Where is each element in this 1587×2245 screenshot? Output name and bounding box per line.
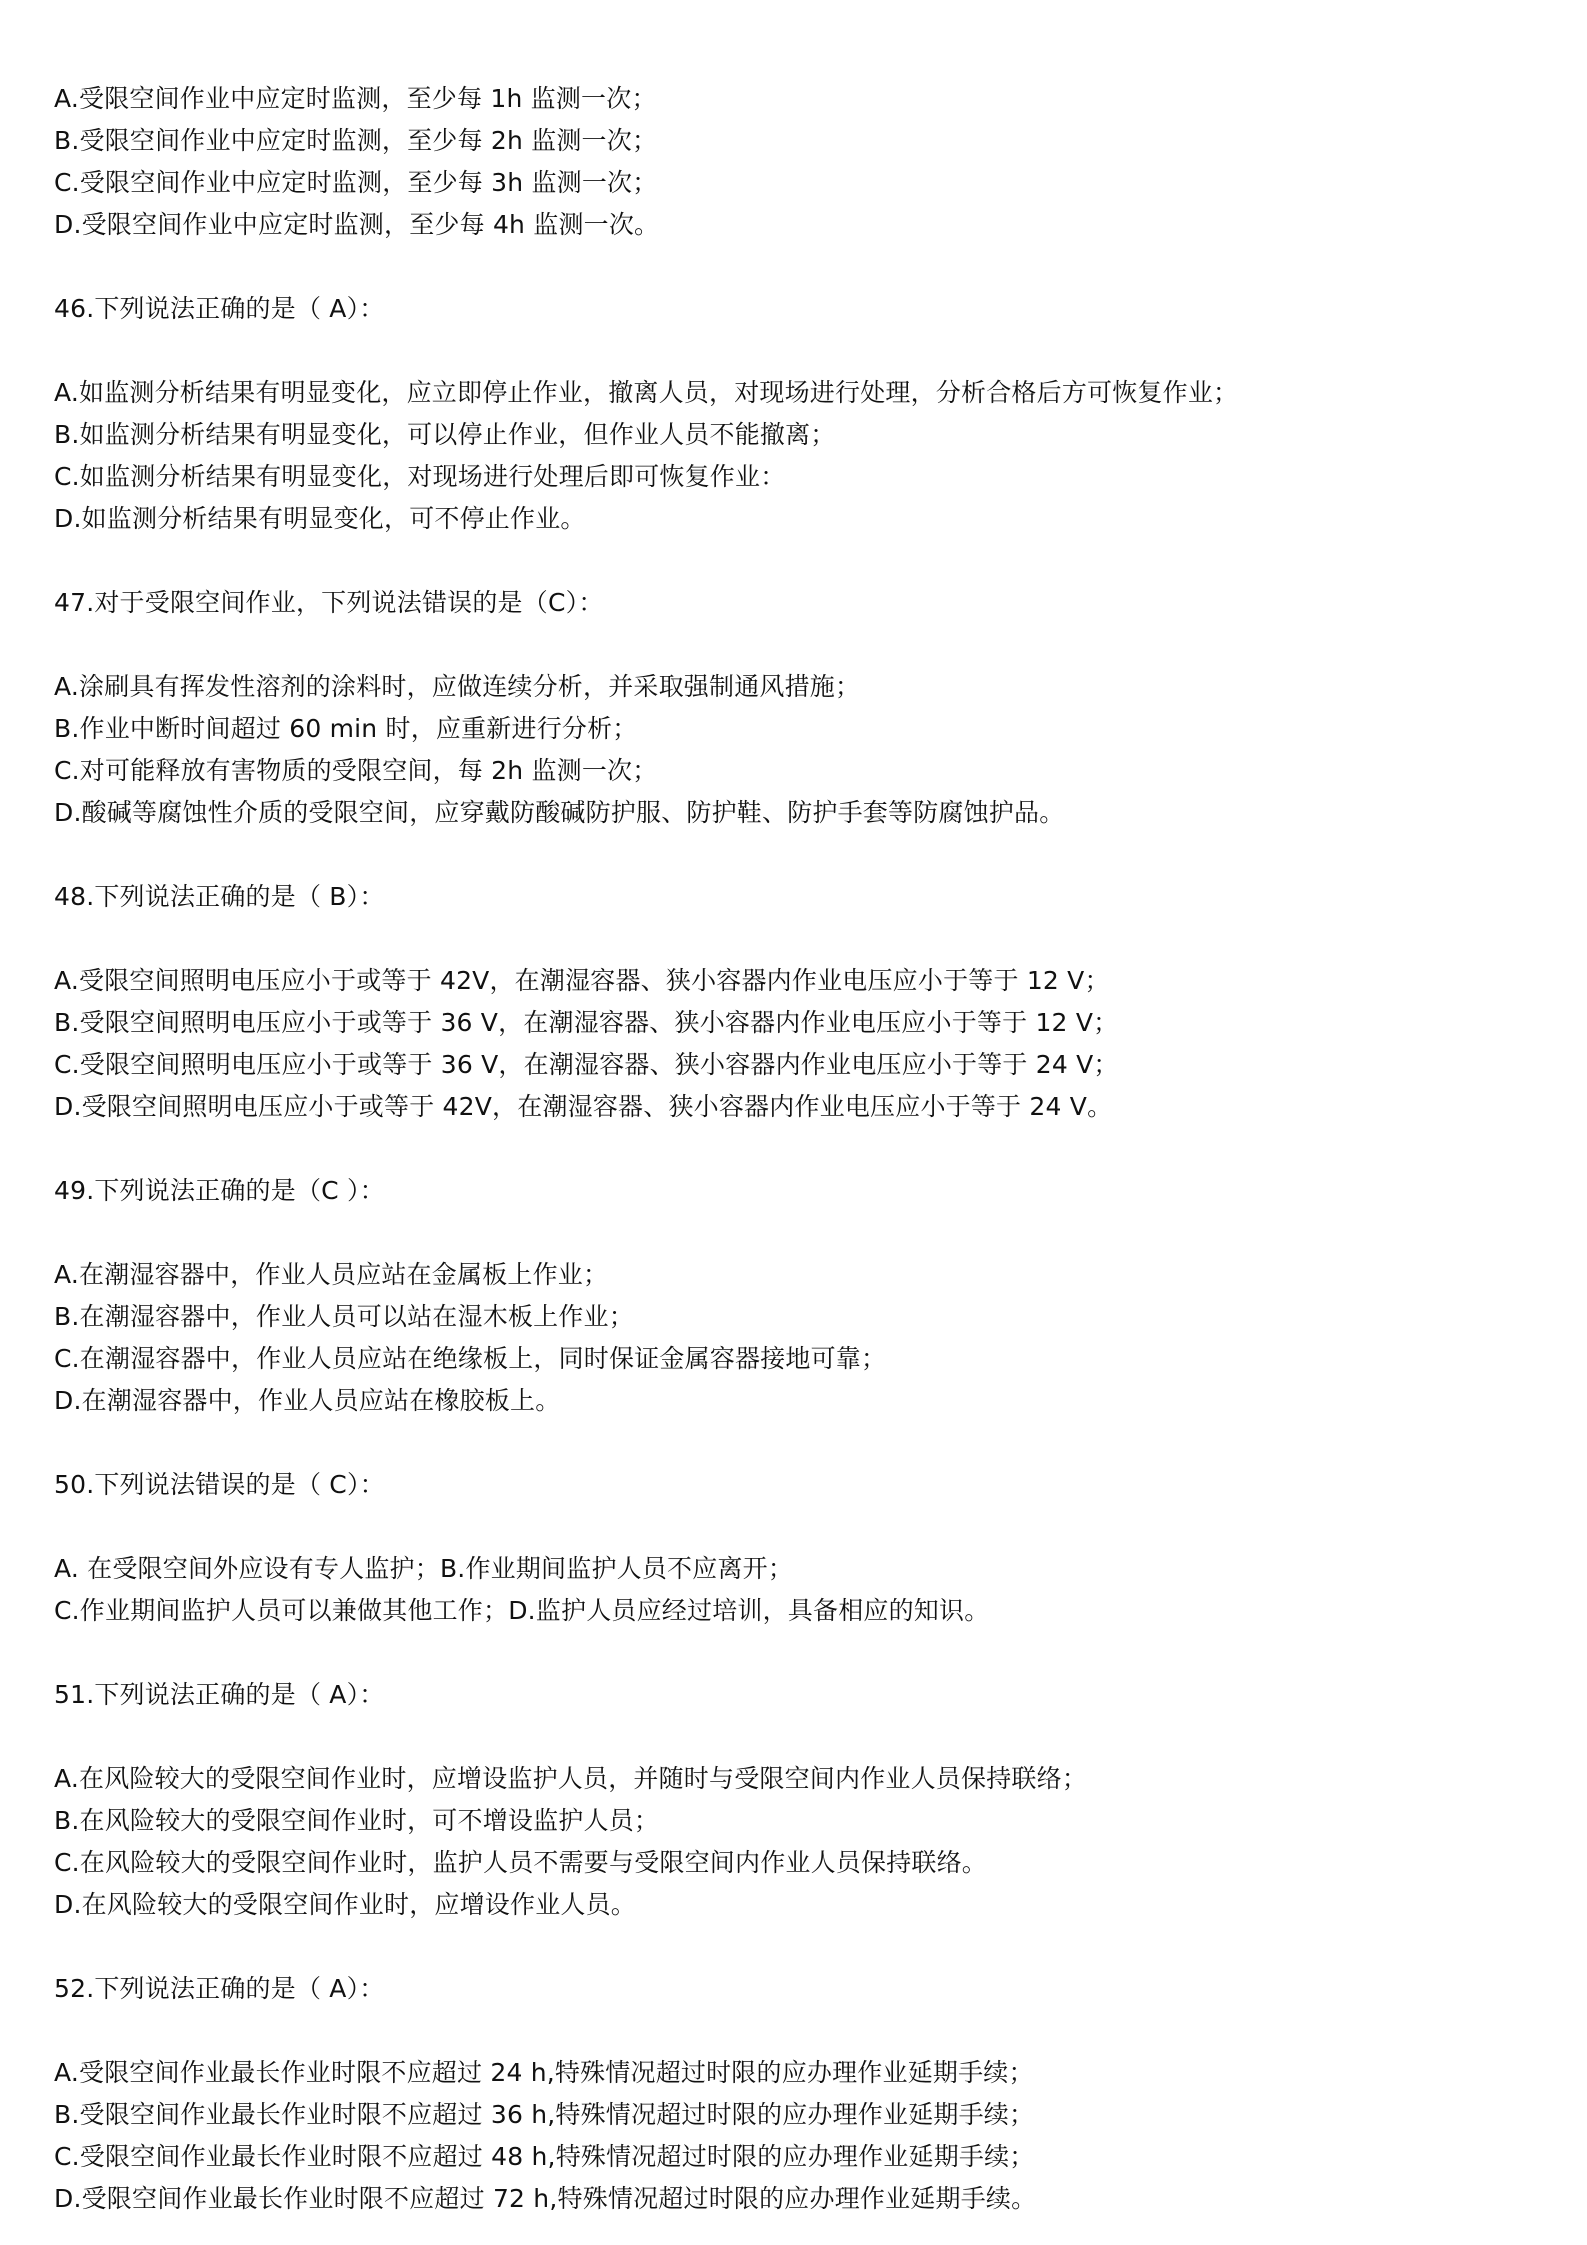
option-line: B.如监测分析结果有明显变化，可以停止作业，但作业人员不能撤离； — [54, 420, 836, 449]
question-title: 46.下列说法正确的是（ A）： — [54, 294, 385, 323]
option-line: C.如监测分析结果有明显变化，对现场进行处理后即可恢复作业： — [54, 462, 786, 491]
option-line: D.受限空间作业中应定时监测，至少每 4h 监测一次。 — [54, 210, 660, 239]
question-title: 51.下列说法正确的是（ A）： — [54, 1680, 385, 1709]
option-line: D.受限空间作业最长作业时限不应超过 72 h,特殊情况超过时限的应办理作业延期手续。 — [54, 2184, 1037, 2213]
option-line: A.受限空间作业中应定时监测，至少每 1h 监测一次； — [54, 84, 657, 113]
question-title: 48.下列说法正确的是（ B）： — [54, 882, 385, 911]
option-line: A.涂刷具有挥发性溶剂的涂料时，应做连续分析，并采取强制通风措施； — [54, 672, 861, 701]
option-line: C.在潮湿容器中，作业人员应站在绝缘板上，同时保证金属容器接地可靠； — [54, 1344, 887, 1373]
option-line: C.作业期间监护人员可以兼做其他工作；D.监护人员应经过培训，具备相应的知识。 — [54, 1596, 990, 1625]
option-line: C.受限空间照明电压应小于或等于 36 V，在潮湿容器、狭小容器内作业电压应小于等于 24 V； — [54, 1050, 1119, 1079]
question-49 — [54, 1170, 1544, 1422]
option-line: D.如监测分析结果有明显变化，可不停止作业。 — [54, 504, 586, 533]
option-line: A.如监测分析结果有明显变化，应立即停止作业，撤离人员，对现场进行处理，分析合格后方可恢复作业； — [54, 378, 1239, 407]
option-line: B.受限空间作业中应定时监测，至少每 2h 监测一次； — [54, 126, 658, 155]
question-47 — [54, 582, 1544, 834]
option-line: C.在风险较大的受限空间作业时，监护人员不需要与受限空间内作业人员保持联络。 — [54, 1848, 988, 1877]
question-46 — [54, 288, 1544, 540]
question-52 — [54, 1968, 1544, 2220]
option-line: B.受限空间作业最长作业时限不应超过 36 h,特殊情况超过时限的应办理作业延期手续； — [54, 2100, 1035, 2129]
document-page — [54, 78, 1544, 2220]
option-line: B.受限空间照明电压应小于或等于 36 V，在潮湿容器、狭小容器内作业电压应小于等于 12 V； — [54, 1008, 1119, 1037]
option-line: D.酸碱等腐蚀性介质的受限空间，应穿戴防酸碱防护服、防护鞋、防护手套等防腐蚀护品。 — [54, 798, 1065, 827]
option-line: A.在潮湿容器中，作业人员应站在金属板上作业； — [54, 1260, 609, 1289]
intro-options — [54, 78, 1544, 246]
question-title: 50.下列说法错误的是（ C）： — [54, 1470, 385, 1499]
option-line: C.对可能释放有害物质的受限空间，每 2h 监测一次； — [54, 756, 658, 785]
question-title: 52.下列说法正确的是（ A）： — [54, 1974, 385, 2003]
option-line: B.在潮湿容器中，作业人员可以站在湿木板上作业； — [54, 1302, 634, 1331]
option-line: C.受限空间作业中应定时监测，至少每 3h 监测一次； — [54, 168, 658, 197]
option-line: D.在潮湿容器中，作业人员应站在橡胶板上。 — [54, 1386, 561, 1415]
option-line: D.受限空间照明电压应小于或等于 42V，在潮湿容器、狭小容器内作业电压应小于等于 24 V。 — [54, 1092, 1113, 1121]
question-51 — [54, 1674, 1544, 1926]
question-50 — [54, 1464, 1544, 1632]
option-line: B.在风险较大的受限空间作业时，可不增设监护人员； — [54, 1806, 660, 1835]
question-title: 47.对于受限空间作业，下列说法错误的是（C）： — [54, 588, 604, 617]
option-line: A.受限空间作业最长作业时限不应超过 24 h,特殊情况超过时限的应办理作业延期手续； — [54, 2058, 1034, 2087]
option-line: B.作业中断时间超过 60 min 时，应重新进行分析； — [54, 714, 638, 743]
option-line: A. 在受限空间外应设有专人监护；B.作业期间监护人员不应离开； — [54, 1554, 794, 1583]
option-line: D.在风险较大的受限空间作业时，应增设作业人员。 — [54, 1890, 636, 1919]
option-line: A.受限空间照明电压应小于或等于 42V，在潮湿容器、狭小容器内作业电压应小于等于 12 V； — [54, 966, 1110, 995]
option-line: C.受限空间作业最长作业时限不应超过 48 h,特殊情况超过时限的应办理作业延期手续； — [54, 2142, 1035, 2171]
option-line: A.在风险较大的受限空间作业时，应增设监护人员，并随时与受限空间内作业人员保持联络； — [54, 1764, 1088, 1793]
question-48 — [54, 876, 1544, 1128]
question-title: 49.下列说法正确的是（C ）： — [54, 1176, 385, 1205]
